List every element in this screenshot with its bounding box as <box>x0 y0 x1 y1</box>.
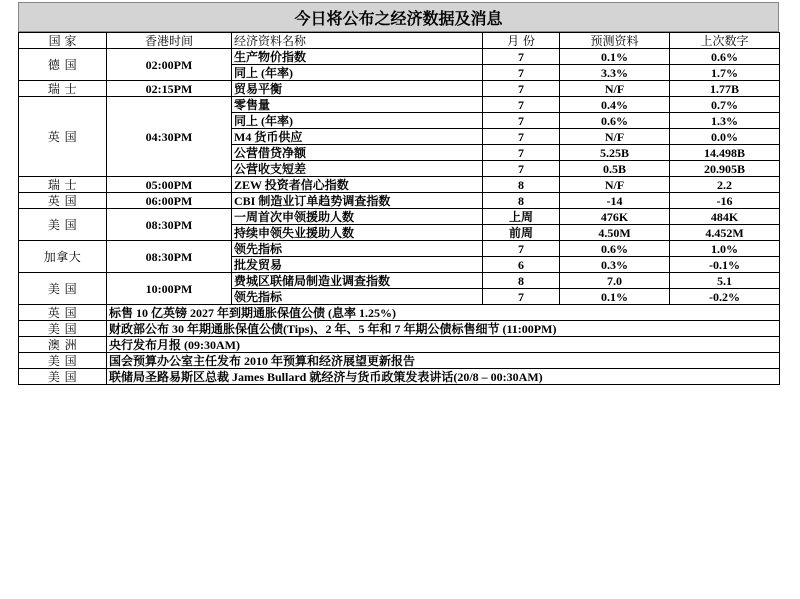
table-row <box>19 97 780 113</box>
month-cell: 7 <box>483 145 560 161</box>
indicator-cell: 零售量 <box>232 97 483 113</box>
country-cell: 美 国 <box>19 209 107 241</box>
country-cell: 瑞 士 <box>19 81 107 97</box>
forecast-cell: 0.5B <box>560 161 670 177</box>
table-row <box>19 241 780 257</box>
forecast-cell: 0.4% <box>560 97 670 113</box>
month-cell: 7 <box>483 241 560 257</box>
previous-cell: 484K <box>670 209 780 225</box>
indicator-cell: 公营借贷净额 <box>232 145 483 161</box>
table-row <box>19 81 780 97</box>
time-cell: 08:30PM <box>107 241 232 273</box>
month-cell: 7 <box>483 289 560 305</box>
note-text-cell: 联储局圣路易斯区总裁 James Bullard 就经济与货币政策发表讲话(20/8 – 00:30AM) <box>107 369 780 385</box>
indicator-cell: 持续申领失业援助人数 <box>232 225 483 241</box>
forecast-cell: -14 <box>560 193 670 209</box>
header-country: 国 家 <box>19 33 107 49</box>
indicator-cell: 公营收支短差 <box>232 161 483 177</box>
previous-cell: 2.2 <box>670 177 780 193</box>
previous-cell: 0.0% <box>670 129 780 145</box>
note-row <box>19 369 780 385</box>
note-country-cell: 英 国 <box>19 305 107 321</box>
indicator-cell: 生产物价指数 <box>232 49 483 65</box>
table-row <box>19 209 780 225</box>
note-country-cell: 美 国 <box>19 321 107 337</box>
table-row <box>19 273 780 289</box>
country-cell: 德 国 <box>19 49 107 81</box>
economic-calendar-sheet <box>18 2 779 385</box>
note-country-cell: 美 国 <box>19 353 107 369</box>
month-cell: 7 <box>483 65 560 81</box>
previous-cell: 1.3% <box>670 113 780 129</box>
time-cell: 06:00PM <box>107 193 232 209</box>
forecast-cell: 5.25B <box>560 145 670 161</box>
forecast-cell: 476K <box>560 209 670 225</box>
previous-cell: 0.6% <box>670 49 780 65</box>
header-row <box>19 33 780 49</box>
month-cell: 7 <box>483 49 560 65</box>
previous-cell: -0.2% <box>670 289 780 305</box>
month-cell: 7 <box>483 97 560 113</box>
table-row <box>19 193 780 209</box>
previous-cell: 14.498B <box>670 145 780 161</box>
indicator-cell: 批发贸易 <box>232 257 483 273</box>
forecast-cell: 7.0 <box>560 273 670 289</box>
forecast-cell: N/F <box>560 81 670 97</box>
header-previous: 上次数字 <box>670 33 780 49</box>
header-time: 香港时间 <box>107 33 232 49</box>
indicator-cell: 贸易平衡 <box>232 81 483 97</box>
previous-cell: -16 <box>670 193 780 209</box>
country-cell: 美 国 <box>19 273 107 305</box>
note-text-cell: 标售 10 亿英镑 2027 年到期通胀保值公债 (息率 1.25%) <box>107 305 780 321</box>
forecast-cell: N/F <box>560 177 670 193</box>
indicator-cell: ZEW 投资者信心指数 <box>232 177 483 193</box>
indicator-cell: 同上 (年率) <box>232 113 483 129</box>
note-text-cell: 国会预算办公室主任发布 2010 年预算和经济展望更新报告 <box>107 353 780 369</box>
forecast-cell: 3.3% <box>560 65 670 81</box>
forecast-cell: 4.50M <box>560 225 670 241</box>
time-cell: 02:15PM <box>107 81 232 97</box>
month-cell: 上周 <box>483 209 560 225</box>
previous-cell: 1.0% <box>670 241 780 257</box>
indicator-cell: M4 货币供应 <box>232 129 483 145</box>
note-row <box>19 353 780 369</box>
month-cell: 7 <box>483 129 560 145</box>
country-cell: 英 国 <box>19 97 107 177</box>
month-cell: 前周 <box>483 225 560 241</box>
forecast-cell: N/F <box>560 129 670 145</box>
indicator-cell: 同上 (年率) <box>232 65 483 81</box>
note-text-cell: 财政部公布 30 年期通胀保值公债(Tips)、2 年、5 年和 7 年期公债标售细节 (11:00PM) <box>107 321 780 337</box>
month-cell: 8 <box>483 273 560 289</box>
month-cell: 7 <box>483 113 560 129</box>
country-cell: 英 国 <box>19 193 107 209</box>
note-country-cell: 美 国 <box>19 369 107 385</box>
previous-cell: -0.1% <box>670 257 780 273</box>
time-cell: 02:00PM <box>107 49 232 81</box>
time-cell: 05:00PM <box>107 177 232 193</box>
indicator-cell: 费城区联储局制造业调查指数 <box>232 273 483 289</box>
previous-cell: 20.905B <box>670 161 780 177</box>
note-text-cell: 央行发布月报 (09:30AM) <box>107 337 780 353</box>
previous-cell: 1.7% <box>670 65 780 81</box>
note-row <box>19 305 780 321</box>
sheet-title: 今日将公布之经济数据及消息 <box>18 2 779 32</box>
previous-cell: 4.452M <box>670 225 780 241</box>
time-cell: 10:00PM <box>107 273 232 305</box>
forecast-cell: 0.1% <box>560 289 670 305</box>
table-row <box>19 177 780 193</box>
indicator-cell: CBI 制造业订单趋势调查指数 <box>232 193 483 209</box>
previous-cell: 5.1 <box>670 273 780 289</box>
forecast-cell: 0.6% <box>560 241 670 257</box>
time-cell: 08:30PM <box>107 209 232 241</box>
note-row <box>19 337 780 353</box>
forecast-cell: 0.6% <box>560 113 670 129</box>
month-cell: 8 <box>483 177 560 193</box>
note-row <box>19 321 780 337</box>
month-cell: 7 <box>483 161 560 177</box>
indicator-cell: 领先指标 <box>232 289 483 305</box>
indicator-cell: 领先指标 <box>232 241 483 257</box>
table-row <box>19 49 780 65</box>
previous-cell: 0.7% <box>670 97 780 113</box>
header-month: 月 份 <box>483 33 560 49</box>
indicator-cell: 一周首次申领援助人数 <box>232 209 483 225</box>
calendar-table <box>18 32 780 385</box>
time-cell: 04:30PM <box>107 97 232 177</box>
country-cell: 加拿大 <box>19 241 107 273</box>
month-cell: 8 <box>483 193 560 209</box>
header-indicator: 经济资料名称 <box>232 33 483 49</box>
header-forecast: 预测资料 <box>560 33 670 49</box>
forecast-cell: 0.3% <box>560 257 670 273</box>
previous-cell: 1.77B <box>670 81 780 97</box>
month-cell: 7 <box>483 81 560 97</box>
month-cell: 6 <box>483 257 560 273</box>
forecast-cell: 0.1% <box>560 49 670 65</box>
country-cell: 瑞 士 <box>19 177 107 193</box>
note-country-cell: 澳 洲 <box>19 337 107 353</box>
